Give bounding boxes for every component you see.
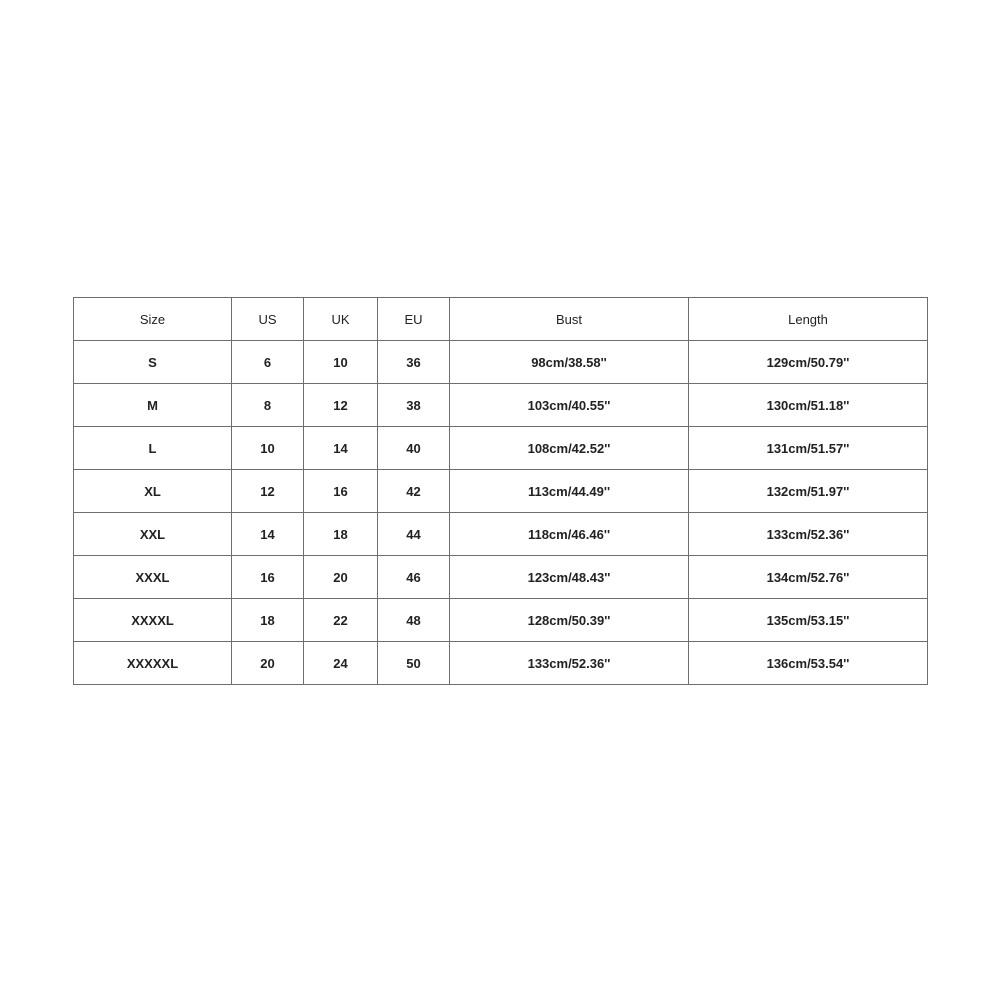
cell-us: 14 <box>232 513 304 556</box>
table-row <box>74 341 928 384</box>
cell-uk: 12 <box>304 384 378 427</box>
cell-us: 18 <box>232 599 304 642</box>
table-row <box>74 513 928 556</box>
header-length: Length <box>689 298 928 341</box>
cell-us: 16 <box>232 556 304 599</box>
cell-eu: 40 <box>378 427 450 470</box>
cell-eu: 48 <box>378 599 450 642</box>
cell-us: 6 <box>232 341 304 384</box>
table-row <box>74 427 928 470</box>
cell-uk: 24 <box>304 642 378 685</box>
header-uk: UK <box>304 298 378 341</box>
cell-length: 131cm/51.57'' <box>689 427 928 470</box>
cell-size: M <box>74 384 232 427</box>
header-bust: Bust <box>450 298 689 341</box>
cell-us: 12 <box>232 470 304 513</box>
cell-size: L <box>74 427 232 470</box>
cell-length: 129cm/50.79'' <box>689 341 928 384</box>
cell-bust: 133cm/52.36'' <box>450 642 689 685</box>
table-row <box>74 384 928 427</box>
cell-eu: 36 <box>378 341 450 384</box>
cell-uk: 20 <box>304 556 378 599</box>
table-row <box>74 599 928 642</box>
cell-eu: 44 <box>378 513 450 556</box>
cell-bust: 123cm/48.43'' <box>450 556 689 599</box>
cell-size: XXXXL <box>74 599 232 642</box>
cell-bust: 103cm/40.55'' <box>450 384 689 427</box>
cell-bust: 113cm/44.49'' <box>450 470 689 513</box>
header-us: US <box>232 298 304 341</box>
cell-eu: 50 <box>378 642 450 685</box>
cell-size: XXL <box>74 513 232 556</box>
cell-bust: 128cm/50.39'' <box>450 599 689 642</box>
cell-us: 8 <box>232 384 304 427</box>
table-row <box>74 470 928 513</box>
cell-length: 134cm/52.76'' <box>689 556 928 599</box>
table-row <box>74 642 928 685</box>
cell-size: S <box>74 341 232 384</box>
cell-length: 133cm/52.36'' <box>689 513 928 556</box>
cell-us: 10 <box>232 427 304 470</box>
cell-bust: 118cm/46.46'' <box>450 513 689 556</box>
cell-eu: 38 <box>378 384 450 427</box>
cell-uk: 16 <box>304 470 378 513</box>
cell-length: 130cm/51.18'' <box>689 384 928 427</box>
cell-length: 136cm/53.54'' <box>689 642 928 685</box>
cell-size: XL <box>74 470 232 513</box>
cell-eu: 42 <box>378 470 450 513</box>
header-eu: EU <box>378 298 450 341</box>
cell-us: 20 <box>232 642 304 685</box>
cell-uk: 10 <box>304 341 378 384</box>
cell-uk: 22 <box>304 599 378 642</box>
table-row <box>74 556 928 599</box>
cell-length: 132cm/51.97'' <box>689 470 928 513</box>
cell-bust: 108cm/42.52'' <box>450 427 689 470</box>
size-chart-table <box>73 297 928 685</box>
header-row <box>74 298 928 341</box>
header-size: Size <box>74 298 232 341</box>
cell-uk: 14 <box>304 427 378 470</box>
cell-size: XXXL <box>74 556 232 599</box>
cell-length: 135cm/53.15'' <box>689 599 928 642</box>
cell-size: XXXXXL <box>74 642 232 685</box>
cell-uk: 18 <box>304 513 378 556</box>
cell-bust: 98cm/38.58'' <box>450 341 689 384</box>
cell-eu: 46 <box>378 556 450 599</box>
